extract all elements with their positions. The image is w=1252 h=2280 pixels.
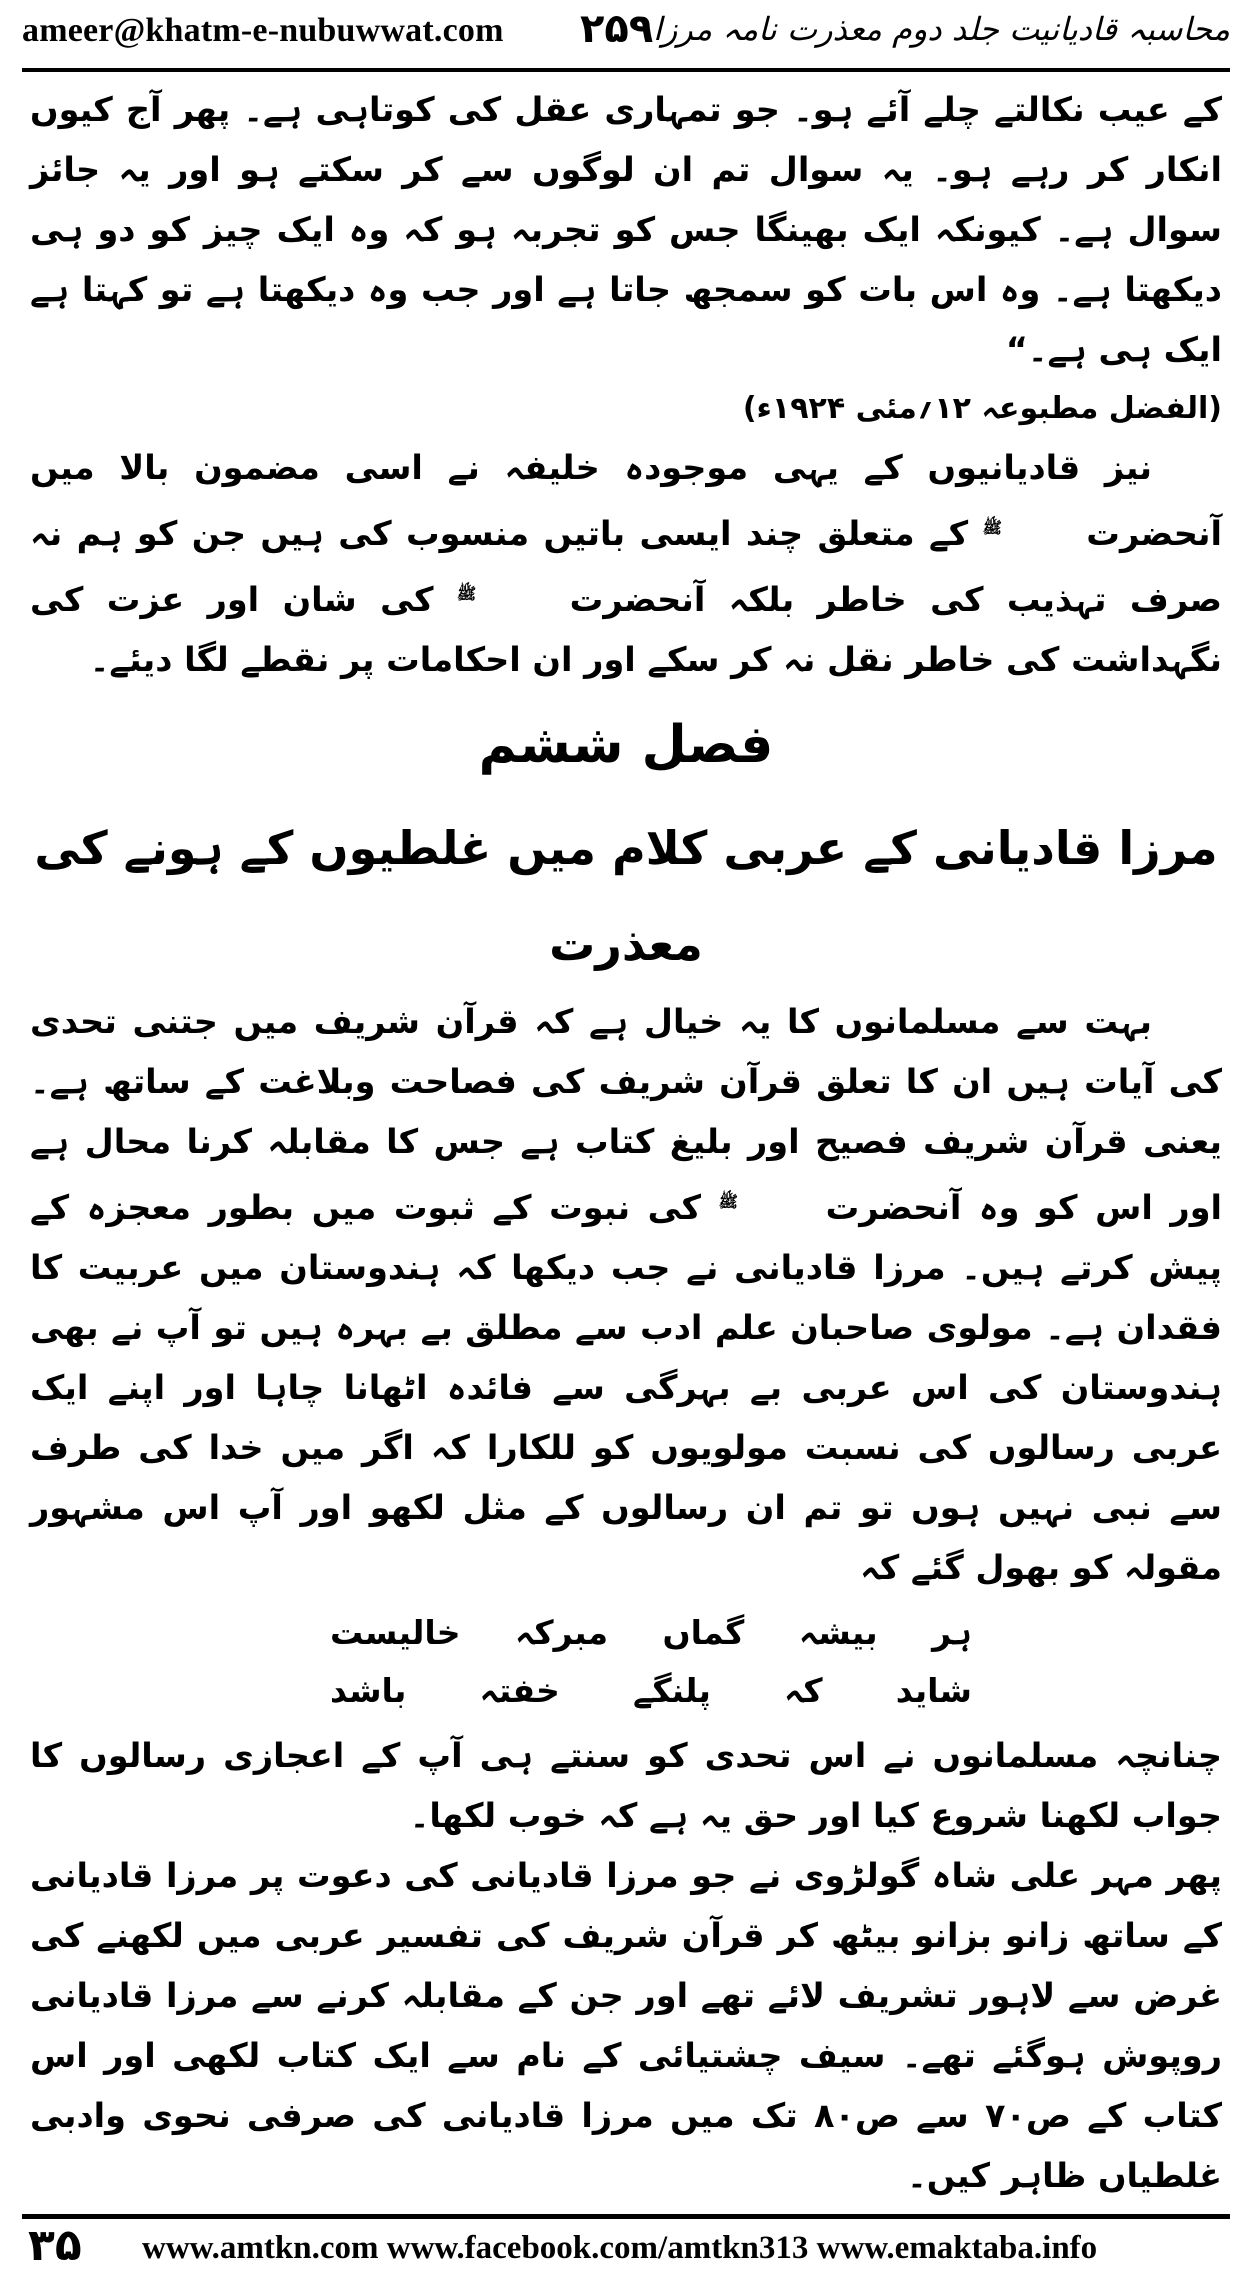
couplet-word: شاید: [895, 1671, 972, 1711]
page-body: [30, 80, 1222, 2206]
persian-couplet: [30, 1604, 1222, 1720]
couplet-word: کہ: [784, 1671, 823, 1711]
salawat-mark: ﷺ: [456, 584, 477, 604]
couplet-word: خالیست: [330, 1613, 461, 1653]
response-paragraph: چنانچہ مسلمانوں نے اس تحدی کو سنتے ہی آپ کے اعجازی رسالوں کا جواب لکھنا شروع کیا اور حق یہ ہے کہ خوب لکھا۔: [30, 1736, 1222, 1836]
couplet-word: پلنگے: [633, 1671, 711, 1711]
intro-paragraph: [30, 438, 1222, 690]
main-paragraph: [30, 992, 1222, 1598]
couplet-word: مبرکہ: [515, 1613, 609, 1653]
header-email: ameer@khatm-e-nubuwwat.com: [22, 12, 504, 49]
main-part-1: بہت سے مسلمانوں کا یہ خیال ہے کہ قرآن شریف میں جتنی تحدی کی آیات ہیں ان کا تعلق قرآن شریف کی فصاحت وبلاغت کے ساتھ ہے۔ یعنی قرآن شریف فصیح اور بلیغ کتاب ہے جس کا مقابلہ کرنا محال ہے اور اس کو وہ آنحضرت: [30, 1002, 1223, 1228]
footer-page-number: ۳۵: [28, 2220, 82, 2271]
salawat-mark: ﷺ: [718, 1192, 738, 1212]
intro-part-3: کی شان اور عزت کی نگہداشت کی خاطر نقل نہ کر سکے اور ان احکامات پر نقطے لگا دیئے۔: [30, 580, 1222, 680]
main-part-2: کی نبوت کے ثبوت میں بطور معجزہ کے پیش کرتے ہیں۔ مرزا قادیانی نے جب دیکھا کہ ہندوستان میں عربیت کا فقدان ہے۔ مولوی صاحبان علم ادب سے مطلق بے بہرہ ہیں تو آپ نے بھی ہندوستان کی اس عربی بے بہرگی سے فائدہ اٹھانا چاہا اور اپنے ایک عربی رسالوں کی نسبت مولویوں کو للکارا کہ اگر میں خدا کی طرف سے نبی نہیں ہوں تو تم ان رسالوں کے مثل لکھو اور آپ اس مشہور مقولہ کو بھول گئے کہ: [30, 1188, 1222, 1588]
header-page-number: ۲۵۹: [580, 6, 654, 52]
header-rule: [22, 68, 1230, 72]
salawat-mark: ﷺ: [982, 518, 1002, 537]
section-title: مرزا قادیانی کے عربی کلام میں غلطیوں کے ہونے کی معذرت: [34, 821, 1218, 972]
final-paragraph: پھر مہر علی شاہ گولڑوی نے جو مرزا قادیانی کی دعوت پر مرزا قادیانی کے ساتھ زانو بزانو بیٹھ کر قرآن شریف کی تفسیر عربی میں لکھنے کی غرض سے لاہور تشریف لائے تھے اور جن کے مقابلہ کرنے سے مرزا قادیانی روپوش ہوگئے تھے۔ سیف چشتیائی کے نام سے ایک کتاب لکھی اور اس کتاب کے ص۷۰ سے ص۸۰ تک میں مرزا قادیانی کی صرفی نحوی وادبی غلطیاں ظاہر کیں۔: [30, 1856, 1222, 2196]
couplet-line-1: [330, 1604, 972, 1662]
couplet-word: ہر: [932, 1613, 972, 1653]
page-footer: [22, 2214, 1230, 2274]
header-book-title: محاسبہ قادیانیت جلد دوم معذرت نامہ مرزا: [652, 10, 1230, 48]
couplet-line-2: [330, 1662, 972, 1720]
couplet-word: گماں: [662, 1613, 745, 1653]
intro-part-2: کے متعلق چند ایسی باتیں منسوب کی ہیں جن کو ہم نہ صرف تہذیب کی خاطر بلکہ آنحضرت: [30, 514, 1222, 620]
section-label: فصل ششم: [478, 715, 774, 776]
page-header: [22, 4, 1230, 66]
couplet-word: بیشہ: [798, 1613, 878, 1653]
footer-rule: [22, 2214, 1230, 2219]
intro-part-1: نیز قادیانیوں کے یہی موجودہ خلیفہ نے اسی مضمون بالا میں آنحضرت: [30, 448, 1222, 554]
quote-reference: (الفضل مطبوعہ ۱۲؍مئی ۱۹۲۴ء): [742, 391, 1222, 426]
quote-paragraph: کے عیب نکالتے چلے آئے ہو۔ جو تمہاری عقل کی کوتاہی ہے۔ پھر آج کیوں انکار کر رہے ہو۔ یہ سوال تم ان لوگوں سے کر سکتے ہو اور یہ جائز سوال ہے۔ کیونکہ ایک بھینگا جس کو تجربہ ہو کہ وہ ایک چیز کو دو ہی دیکھتا ہے۔ وہ اس بات کو سمجھ جاتا ہے اور جب وہ دیکھتا ہے تو کہتا ہے ایک ہی ہے۔“: [30, 90, 1222, 369]
couplet-word: خفتہ: [479, 1671, 560, 1711]
couplet-word: باشد: [330, 1671, 407, 1711]
footer-links: www.amtkn.com www.facebook.com/amtkn313 www.emaktaba.info: [142, 2230, 1098, 2266]
